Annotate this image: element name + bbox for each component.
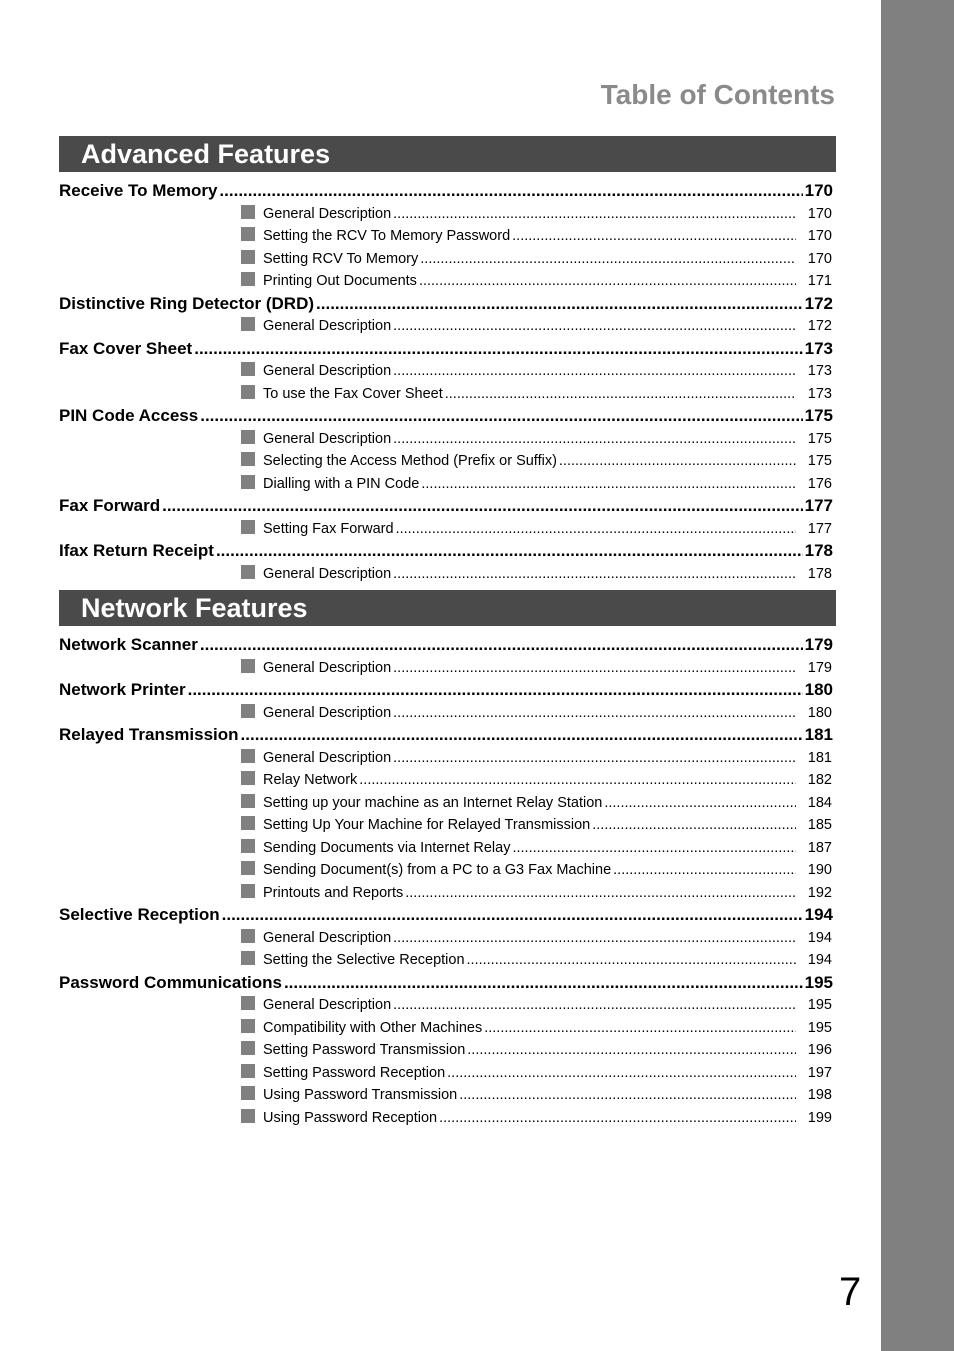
subentry-title: Setting up your machine as an Internet Relay Station [263,794,603,811]
subentry-page: 197 [807,1064,832,1081]
toc-subentry[interactable] [241,248,836,271]
square-bullet-icon [241,1019,255,1033]
toc-subentry[interactable] [241,203,836,226]
square-bullet-icon [241,659,255,673]
toc-entry[interactable] [59,495,836,518]
subentry-title: Relay Network [263,772,358,788]
dot-leader [592,814,796,837]
dot-leader [219,180,802,203]
subentry-page: 194 [807,952,832,968]
subentry-title: Using Password Reception [263,1109,438,1126]
toc-entry[interactable] [59,904,836,927]
dot-leader [604,792,796,815]
dot-leader [393,747,796,770]
subentry-page: 187 [807,839,832,856]
toc-subentry[interactable] [241,792,836,815]
subentry-page: 171 [807,273,832,289]
section-header: Advanced Features [59,136,836,172]
dot-leader [484,1017,796,1040]
dot-leader [467,949,796,972]
toc-subentry[interactable] [241,270,836,293]
subentry-page: 172 [807,318,832,334]
subentry-page: 190 [807,862,832,878]
toc-subentry[interactable] [241,1017,836,1040]
toc-entry[interactable] [59,972,836,995]
toc-subentry[interactable] [241,994,836,1017]
square-bullet-icon [241,704,255,718]
subentry-title: Setting the RCV To Memory Password [263,228,511,244]
subentry-page: 173 [807,363,832,379]
toc-subentry[interactable] [241,225,836,248]
toc-subentry[interactable] [241,927,836,950]
subentry-title: Setting the Selective Reception [263,952,465,968]
square-bullet-icon [241,452,255,466]
toc-entry[interactable] [59,293,836,316]
entry-title: Fax Cover Sheet [59,338,193,358]
toc-subentry[interactable] [241,859,836,882]
dot-leader [200,634,803,657]
dot-leader [396,518,796,541]
toc-subentry[interactable] [241,814,836,837]
subentry-page: 194 [807,929,832,946]
entry-page: 173 [804,338,833,358]
subentry-title: General Description [263,659,392,676]
subentry-page: 182 [807,772,832,788]
toc-subentry[interactable] [241,1039,836,1062]
subentry-title: General Description [263,997,392,1013]
subentry-title: General Description [263,430,392,447]
toc-entry[interactable] [59,540,836,563]
toc-subentry[interactable] [241,1062,836,1085]
section-header: Network Features [59,590,836,626]
subentry-page: 170 [807,250,832,267]
entry-title: Network Scanner [59,635,198,654]
subentry-page: 175 [807,430,832,447]
dot-leader [162,495,803,518]
entry-page: 175 [804,406,833,425]
dot-leader [512,225,796,248]
subentry-title: Using Password Transmission [263,1087,458,1103]
square-bullet-icon [241,250,255,264]
subentry-page: 173 [807,385,832,402]
square-bullet-icon [241,861,255,875]
subentry-title: General Description [263,565,392,582]
subentry-page: 181 [807,749,832,766]
entry-page: 170 [804,181,833,200]
dot-leader [393,315,796,338]
entry-page: 180 [804,680,833,699]
entry-page: 177 [804,496,833,515]
entry-page: 195 [804,972,833,992]
square-bullet-icon [241,1064,255,1078]
subentry-page: 185 [807,817,832,833]
dot-leader [419,270,796,293]
toc-subentry[interactable] [241,702,836,725]
dot-leader [222,904,803,927]
subentry-title: General Description [263,363,392,379]
entry-page: 179 [804,635,833,654]
dot-leader [393,563,796,586]
subentry-page: 176 [807,475,832,492]
entry-title: Network Printer [59,680,186,699]
square-bullet-icon [241,951,255,965]
square-bullet-icon [241,227,255,241]
subentry-page: 170 [807,228,832,244]
square-bullet-icon [241,794,255,808]
entry-title: Ifax Return Receipt [59,541,214,560]
page-number: 7 [839,1270,862,1314]
subentry-title: Setting Up Your Machine for Relayed Transmission [263,817,591,833]
square-bullet-icon [241,362,255,376]
dot-leader [405,882,796,905]
square-bullet-icon [241,272,255,286]
subentry-title: General Description [263,749,392,766]
square-bullet-icon [241,816,255,830]
toc-entry[interactable] [59,338,836,361]
toc-subentry[interactable] [241,315,836,338]
subentry-title: General Description [263,318,392,334]
subentry-page: 192 [807,884,832,901]
dot-leader [467,1039,796,1062]
square-bullet-icon [241,1109,255,1123]
toc-subentry[interactable] [241,563,836,586]
subentry-page: 198 [807,1087,832,1103]
entry-title: Relayed Transmission [59,725,239,744]
square-bullet-icon [241,430,255,444]
subentry-page: 195 [807,997,832,1013]
square-bullet-icon [241,565,255,579]
subentry-title: Setting Fax Forward [263,520,394,537]
dot-leader [512,837,796,860]
toc-subentry[interactable] [241,428,836,451]
dot-leader [439,1107,796,1130]
subentry-page: 177 [807,520,832,537]
subentry-title: To use the Fax Cover Sheet [263,385,443,402]
subentry-title: Printouts and Reports [263,884,404,901]
subentry-page: 195 [807,1019,832,1036]
subentry-title: General Description [263,929,392,946]
toc-entry[interactable] [59,724,836,747]
toc-subentry[interactable] [241,518,836,541]
page-title: Table of Contents [600,79,835,110]
dot-leader [393,927,796,950]
square-bullet-icon [241,317,255,331]
toc-subentry[interactable] [241,1084,836,1107]
dot-leader [459,1084,796,1107]
dot-leader [393,428,796,451]
toc-subentry[interactable] [241,837,836,860]
subentry-title: Sending Document(s) from a PC to a G3 Fax Machine [263,862,612,878]
square-bullet-icon [241,884,255,898]
square-bullet-icon [241,749,255,763]
toc-entry[interactable] [59,634,836,657]
entry-title: Selective Reception [59,905,220,924]
dot-leader [200,405,802,428]
side-bar [881,0,954,1351]
dot-leader [393,360,796,383]
dot-leader [188,679,803,702]
entry-title: Password Communications [59,972,282,992]
dot-leader [447,1062,796,1085]
subentry-page: 196 [807,1042,832,1058]
dot-leader [194,338,802,361]
toc-subentry[interactable] [241,450,836,473]
entry-title: PIN Code Access [59,406,199,425]
dot-leader [559,450,796,473]
square-bullet-icon [241,929,255,943]
section-network-features [59,590,836,1129]
toc-subentry[interactable] [241,383,836,406]
toc-entry[interactable] [59,679,836,702]
section-advanced-features [59,136,836,585]
entry-title: Fax Forward [59,496,161,515]
entry-page: 194 [804,905,833,924]
square-bullet-icon [241,839,255,853]
subentry-page: 179 [807,659,832,676]
subentry-page: 178 [807,565,832,582]
subentry-title: Setting Password Transmission [263,1042,466,1058]
dot-leader [359,769,796,792]
subentry-title: General Description [263,704,392,721]
square-bullet-icon [241,475,255,489]
subentry-title: Selecting the Access Method (Prefix or Suffix) [263,453,557,469]
subentry-title: Dialling with a PIN Code [263,475,420,492]
subentry-title: Compatibility with Other Machines [263,1019,483,1036]
square-bullet-icon [241,996,255,1010]
subentry-title: Setting RCV To Memory [263,250,419,267]
square-bullet-icon [241,1041,255,1055]
dot-leader [613,859,796,882]
dot-leader [420,248,796,271]
dot-leader [421,473,796,496]
square-bullet-icon [241,1086,255,1100]
subentry-title: General Description [263,205,392,222]
toc-entry[interactable] [59,405,836,428]
dot-leader [241,724,803,747]
toc-subentry[interactable] [241,657,836,680]
square-bullet-icon [241,771,255,785]
subentry-page: 175 [807,453,832,469]
subentry-title: Printing Out Documents [263,273,417,289]
subentry-page: 199 [807,1109,832,1126]
dot-leader [393,203,796,226]
subentry-page: 180 [807,704,832,721]
entry-page: 172 [804,293,833,313]
toc-subentry[interactable] [241,360,836,383]
toc-subentry[interactable] [241,747,836,770]
subentry-page: 184 [807,794,832,811]
dot-leader [445,383,796,406]
toc-entry[interactable] [59,180,836,203]
toc-subentry[interactable] [241,769,836,792]
square-bullet-icon [241,205,255,219]
toc-subentry[interactable] [241,473,836,496]
dot-leader [393,994,796,1017]
toc-subentry[interactable] [241,882,836,905]
entry-page: 181 [804,725,833,744]
square-bullet-icon [241,520,255,534]
toc-subentry[interactable] [241,949,836,972]
subentry-page: 170 [807,205,832,222]
dot-leader [393,702,796,725]
dot-leader [316,293,803,316]
subentry-title: Sending Documents via Internet Relay [263,839,511,856]
dot-leader [284,972,803,995]
toc-subentry[interactable] [241,1107,836,1130]
square-bullet-icon [241,385,255,399]
entry-page: 178 [804,541,833,560]
subentry-title: Setting Password Reception [263,1064,446,1081]
entry-title: Receive To Memory [59,181,218,200]
dot-leader [216,540,803,563]
entry-title: Distinctive Ring Detector (DRD) [59,293,315,313]
dot-leader [393,657,796,680]
